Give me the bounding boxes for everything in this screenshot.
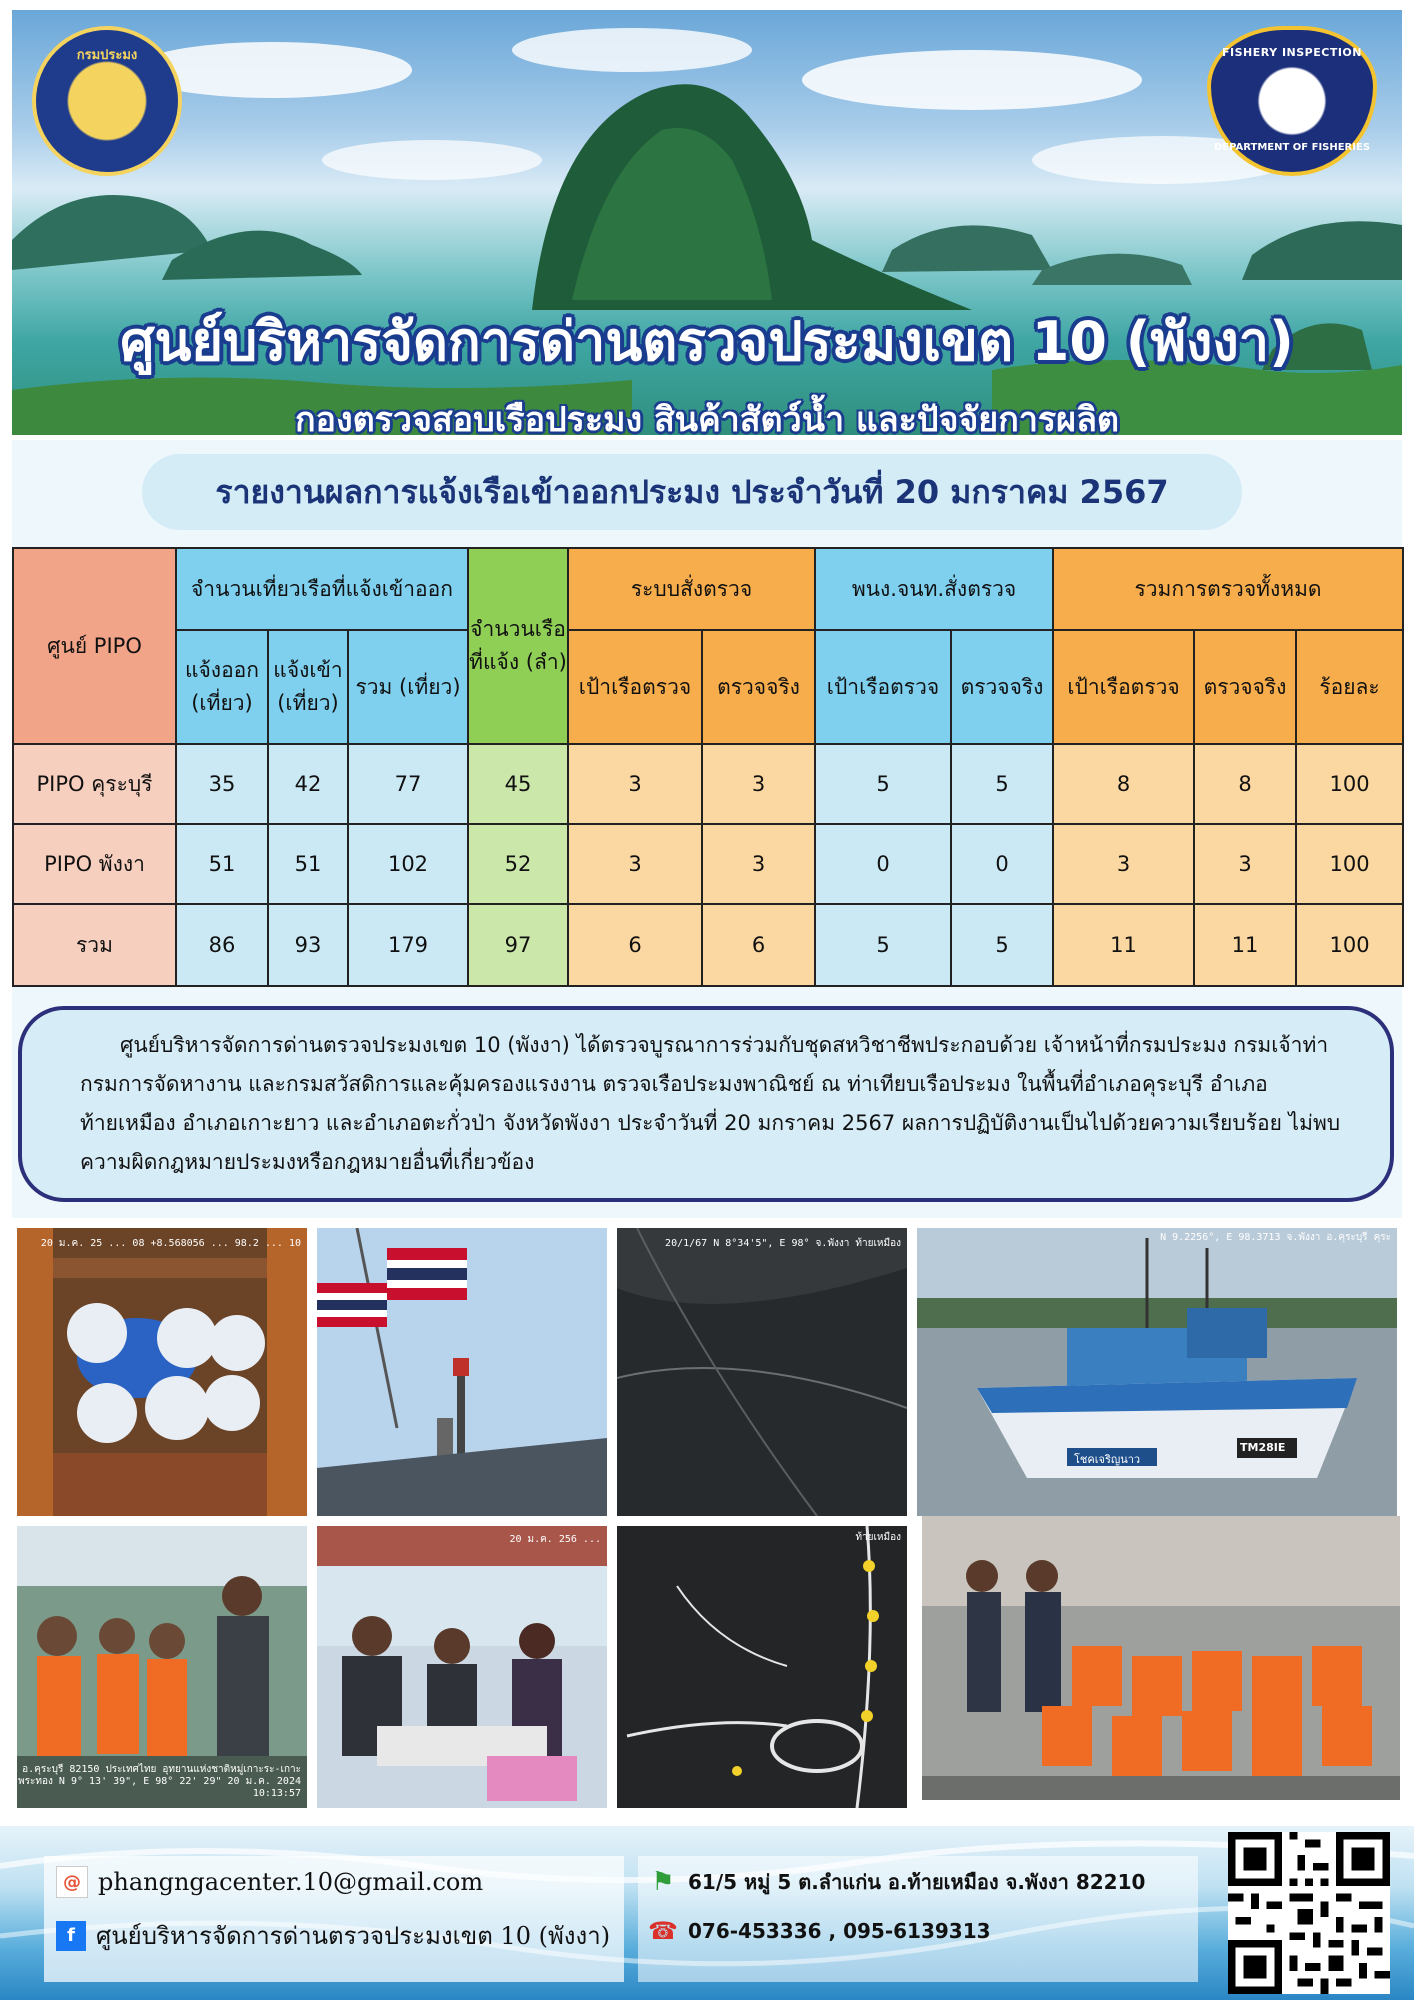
header-system-group: ระบบสั่งตรวจ — [568, 548, 815, 630]
boat-name: โชคเจริญนาว — [1074, 1453, 1141, 1466]
cell-off-target: 5 — [815, 904, 951, 986]
cell-vessels: 45 — [468, 744, 568, 824]
photo-stamp: อ.คุระบุรี 82150 ประเทศไทย อุทยานแห่งชาติหมู่เกาะระ-เกาะพระทอง N 9° 13' 39", E 98° 22' 29" 20 ม.ค. 2024 10:13:57 — [18, 1764, 301, 1799]
photo-cargo-hold — [17, 1228, 307, 1516]
phone-numbers: 076-453336 , 095-6139313 — [688, 1919, 991, 1943]
cell-sys-actual: 3 — [702, 824, 815, 904]
phone-row — [648, 1916, 991, 1946]
inspection-stats-table — [12, 547, 1404, 987]
photo-crew-group — [922, 1516, 1400, 1800]
cell-total: 179 — [348, 904, 468, 986]
photo-stamp: 20/1/67 N 8°34'5", E 98° จ.พังงา ท้ายเหมือง — [665, 1238, 901, 1249]
cell-pct: 100 — [1296, 824, 1403, 904]
header-center: ศูนย์ PIPO — [13, 548, 176, 744]
photo-net-floats — [617, 1526, 907, 1808]
address-text: 61/5 หมู่ 5 ต.ลำแก่น อ.ท้ายเหมือง จ.พังงา 82210 — [688, 1870, 1146, 1894]
cell-in: 93 — [268, 904, 348, 986]
page-subtitle: กองตรวจสอบเรือประมง สินค้าสัตว์น้ำ และปัจจัยการผลิต — [294, 400, 1120, 440]
photo-stamp: 20 ม.ค. 25 ... 08 +8.568056 ... 98.2 ... 10 — [40, 1238, 301, 1249]
cell-sys-target: 3 — [568, 824, 702, 904]
header-officer-target: เป้าเรือตรวจ — [815, 630, 951, 744]
email-icon: @ — [56, 1866, 88, 1898]
photo-grid — [12, 1218, 1402, 1826]
report-title: รายงานผลการแจ้งเรือเข้าออกประมง ประจำวันที่ 20 มกราคม 2567 — [142, 454, 1242, 530]
cell-in: 42 — [268, 744, 348, 824]
facebook-icon: f — [56, 1921, 86, 1951]
cell-off-actual: 0 — [951, 824, 1053, 904]
facebook-page[interactable]: ศูนย์บริหารจัดการด่านตรวจประมงเขต 10 (พังงา) — [96, 1922, 611, 1950]
photo-stamp: ท้ายเหมือง — [855, 1532, 901, 1543]
table-row — [13, 824, 1403, 904]
table-row-total — [13, 904, 1403, 986]
header-all-target: เป้าเรือตรวจ — [1053, 630, 1194, 744]
cell-out: 35 — [176, 744, 268, 824]
cell-pct: 100 — [1296, 904, 1403, 986]
cell-sys-actual: 3 — [702, 744, 815, 824]
cell-off-actual: 5 — [951, 744, 1053, 824]
cell-off-target: 0 — [815, 824, 951, 904]
cell-sys-target: 3 — [568, 744, 702, 824]
cell-vessels: 97 — [468, 904, 568, 986]
header-vessels: จำนวนเรือที่แจ้ง (ลำ) — [468, 548, 568, 744]
photo-document-check — [317, 1526, 607, 1808]
header-trips-out: แจ้งออก (เที่ยว) — [176, 630, 268, 744]
photo-thai-flags — [317, 1228, 607, 1516]
header-trips-in: แจ้งเข้า (เที่ยว) — [268, 630, 348, 744]
header-all-group: รวมการตรวจทั้งหมด — [1053, 548, 1403, 630]
page-title: ศูนย์บริหารจัดการด่านตรวจประมงเขต 10 (พังงา) — [120, 310, 1294, 373]
email-address[interactable]: phangngacenter.10@gmail.com — [98, 1868, 484, 1896]
footer — [0, 1826, 1414, 2000]
boat-registration: TM28IE — [1240, 1441, 1286, 1454]
cell-all-actual: 11 — [1194, 904, 1296, 986]
facebook-row[interactable] — [56, 1916, 610, 1955]
cell-all-actual: 3 — [1194, 824, 1296, 904]
summary-text: ศูนย์บริหารจัดการด่านตรวจประมงเขต 10 (พังงา) ได้ตรวจบูรณาการร่วมกับชุดสหวิชาชีพประกอบด้วย เจ้าหน้าที่กรมประมง กรมเจ้าท่า กรมการจัดหางาน และกรมสวัสดิการและคุ้มครองแรงงาน ตรวจเรือประมงพาณิชย์ ณ ท่าเทียบเรือประมง ในพื้นที่อำเภอคุระบุรี อำเภอท้ายเหมือง อำเภอเกาะยาว และอำเภอตะกั่วป่า จังหวัดพังงา ประจำวันที่ 20 มกราคม 2567 ผลการปฏิบัติงานเป็นไปด้วยความเรียบร้อย ไม่พบความผิดกฎหมายประมงหรือกฎหมายอื่นที่เกี่ยวข้อง — [18, 1006, 1394, 1202]
location-pin-icon: ⚑ — [651, 1867, 675, 1897]
cell-total: 102 — [348, 824, 468, 904]
cell-pct: 100 — [1296, 744, 1403, 824]
header-officer-group: พนง.จนท.สั่งตรวจ — [815, 548, 1053, 630]
header-system-actual: ตรวจจริง — [702, 630, 815, 744]
cell-center: PIPO พังงา — [13, 824, 176, 904]
cell-all-actual: 8 — [1194, 744, 1296, 824]
photo-fishing-net — [617, 1228, 907, 1516]
header-trips-total: รวม (เที่ยว) — [348, 630, 468, 744]
photo-stamp: N 9.2256°, E 98.3713 จ.พังงา อ.คุระบุรี คุระ — [1160, 1232, 1391, 1243]
header-system-target: เป้าเรือตรวจ — [568, 630, 702, 744]
cell-in: 51 — [268, 824, 348, 904]
cell-out: 51 — [176, 824, 268, 904]
seal-text: กรมประมง — [76, 48, 138, 63]
header-trips-group: จำนวนเที่ยวเรือที่แจ้งเข้าออก — [176, 548, 468, 630]
cell-center: PIPO คุระบุรี — [13, 744, 176, 824]
qr-code-icon — [1228, 1832, 1390, 1994]
badge-subtext: DEPARTMENT OF FISHERIES — [1213, 142, 1371, 153]
cell-all-target: 11 — [1053, 904, 1194, 986]
table-row — [13, 744, 1403, 824]
header-officer-actual: ตรวจจริง — [951, 630, 1053, 744]
cell-off-target: 5 — [815, 744, 951, 824]
cell-out: 86 — [176, 904, 268, 986]
cell-all-target: 8 — [1053, 744, 1194, 824]
photo-crew-inspection — [17, 1526, 307, 1808]
cell-vessels: 52 — [468, 824, 568, 904]
cell-sys-actual: 6 — [702, 904, 815, 986]
cell-total: 77 — [348, 744, 468, 824]
email-row[interactable] — [56, 1866, 483, 1898]
cell-center: รวม — [13, 904, 176, 986]
qr-code[interactable] — [1228, 1832, 1390, 1994]
header-all-actual: ตรวจจริง — [1194, 630, 1296, 744]
cell-all-target: 3 — [1053, 824, 1194, 904]
photo-fishing-boat — [917, 1228, 1397, 1516]
badge-text: FISHERY INSPECTION — [1222, 46, 1362, 59]
cell-sys-target: 6 — [568, 904, 702, 986]
phone-icon: ☎ — [648, 1917, 678, 1945]
department-of-fisheries-seal — [32, 26, 182, 176]
cell-off-actual: 5 — [951, 904, 1053, 986]
photo-stamp: 20 ม.ค. 256 ... — [509, 1534, 601, 1545]
address-row — [648, 1866, 1145, 1898]
header-percent: ร้อยละ — [1296, 630, 1403, 744]
